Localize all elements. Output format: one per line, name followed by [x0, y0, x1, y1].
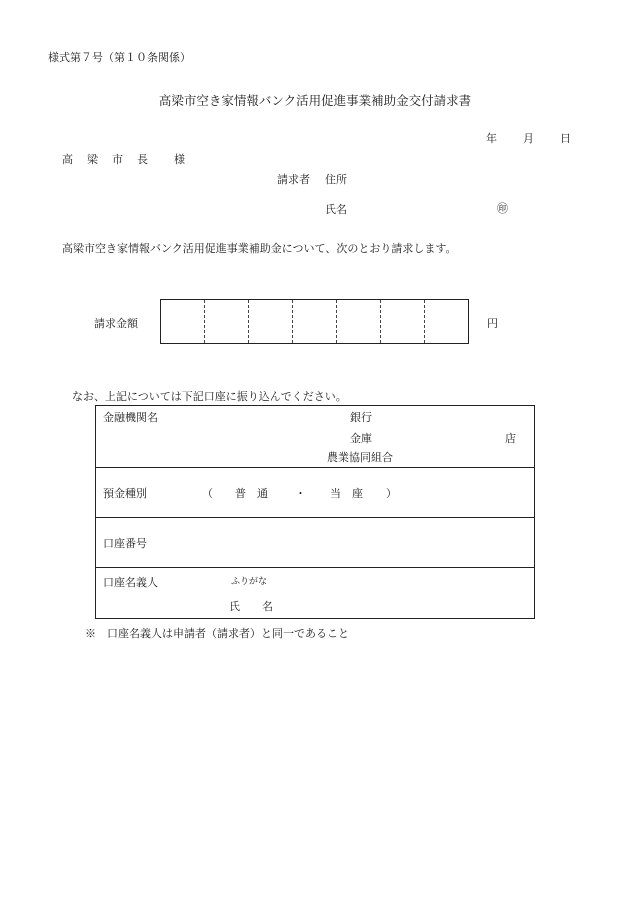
amount-unit: 円 [487, 317, 498, 330]
seal-mark: ㊞ [497, 202, 508, 215]
document-title: 高梁市空き家情報バンク活用促進事業補助金交付請求書 [158, 93, 472, 108]
form-number: 様式第７号（第１０条関係） [48, 51, 191, 64]
close-paren: ） [386, 487, 397, 500]
amount-input-box[interactable] [160, 299, 469, 344]
amount-digit-cell[interactable] [293, 300, 337, 343]
account-number-row[interactable] [96, 517, 534, 568]
deposit-type-label: 預金種別 [103, 487, 147, 500]
addressee-char: 長 [137, 153, 148, 166]
claimant-name-label: 氏名 [325, 203, 347, 216]
addressee-char: 梁 [87, 153, 98, 166]
branch-label: 店 [505, 432, 516, 445]
addressee-honorific: 様 [174, 153, 185, 166]
addressee-char: 高 [62, 153, 73, 166]
account-holder-label: 口座名義人 [103, 576, 158, 589]
shinkin-label: 金庫 [350, 432, 372, 445]
institution-label: 金融機関名 [103, 411, 158, 424]
holder-name-label: 氏 名 [229, 600, 273, 613]
amount-digit-cell[interactable] [425, 300, 468, 343]
amount-digit-cell[interactable] [249, 300, 293, 343]
account-number-label: 口座番号 [103, 537, 147, 550]
bank-account-table [95, 405, 535, 619]
ordinary-option[interactable]: 普 通 [235, 487, 268, 500]
amount-digit-cell[interactable] [337, 300, 381, 343]
bank-label: 銀行 [350, 411, 372, 424]
account-holder-row[interactable] [96, 567, 534, 619]
date-year-label: 年 [486, 132, 497, 145]
amount-digit-cell[interactable] [381, 300, 425, 343]
deposit-type-row[interactable] [96, 467, 534, 518]
institution-row[interactable] [96, 406, 534, 468]
amount-digit-cell[interactable] [161, 300, 205, 343]
transfer-note: なお、上記については下記口座に振り込んでください。 [72, 390, 347, 403]
option-separator: ・ [295, 487, 306, 500]
amount-label: 請求金額 [94, 317, 138, 330]
claimant-label: 請求者 [277, 173, 310, 186]
agri-coop-label: 農業協同組合 [327, 451, 393, 464]
request-statement: 高梁市空き家情報バンク活用促進事業補助金について、次のとおり請求します。 [62, 242, 457, 255]
addressee-char: 市 [112, 153, 123, 166]
date-month-label: 月 [523, 132, 534, 145]
furigana-label: ふりがな [231, 577, 268, 587]
open-paren: （ [202, 487, 213, 500]
claimant-address-label: 住所 [325, 173, 347, 186]
date-day-label: 日 [560, 132, 571, 145]
amount-digit-cell[interactable] [205, 300, 249, 343]
addressee [62, 154, 185, 165]
footnote: ※ 口座名義人は申請者（請求者）と同一であること [85, 627, 349, 640]
current-option[interactable]: 当 座 [330, 487, 363, 500]
